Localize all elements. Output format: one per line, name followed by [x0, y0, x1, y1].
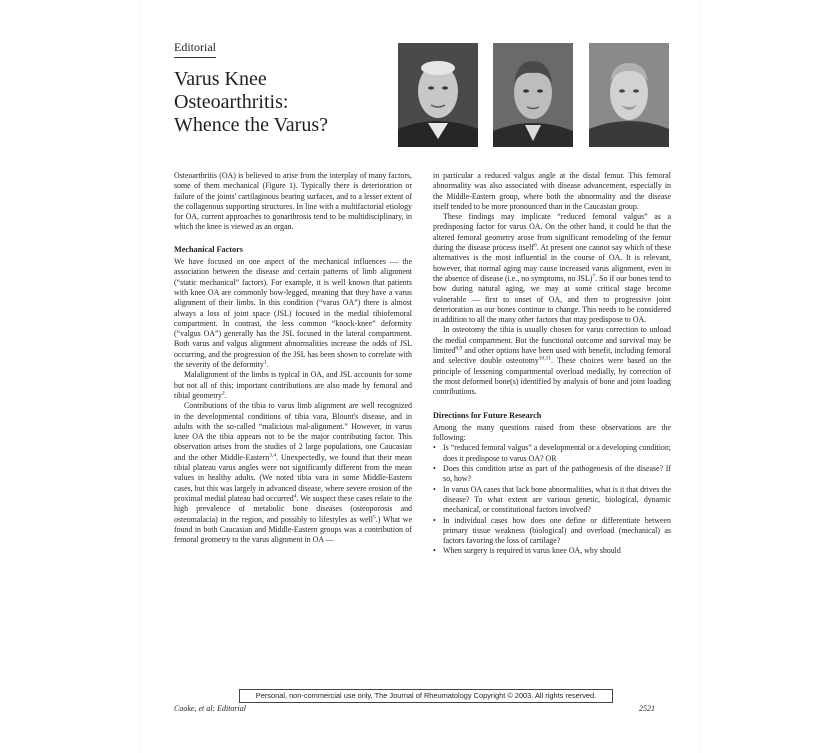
text-run: . We suspect these cases relate to the high prevalence of metabolic bone diseases (osteoporosis and osteomalacia) in the region, and possibly to lifestyles as well — [174, 493, 413, 524]
citation: 4 — [293, 493, 297, 500]
section-label: Editorial — [174, 40, 216, 54]
heading-future-research: Directions for Future Research — [433, 410, 542, 420]
right-column — [433, 171, 671, 557]
list-item: • Is “reduced femoral valgus” a developmental or a developing condition; does it predispose to varus OA? OR — [433, 443, 671, 464]
text-run: . Unexpectedly, we found that their mean tibial plateau varus angles were not significantly different from the mean values in healthy adults. (We noted tibia vara in some Middle-Eastern cases, but this was largely in advanced disease, where severe erosion of the proximal medial plateau had occurred — [174, 452, 413, 503]
list-item: • When surgery is required in varus knee OA, why should — [433, 546, 671, 556]
paragraph-findings — [433, 212, 671, 325]
author-photo-1 — [398, 43, 478, 147]
citation: 6 — [533, 242, 537, 249]
text-run: and other options have been used with benefit, including femoral and selective double osteotomy — [433, 346, 671, 366]
citation: 3,4 — [269, 452, 277, 459]
paragraph-mechanical-1: We have focused on one aspect of the mechanical influences — the association between the disease and certain patterns of limb alignment (“static mechanical” factors). For example, it is well known that patients with knee OA are commonly bow-legged, meaning that they have a varus alignment of their limbs. In this condition (“varus OA”) there is almost always a loss of joint space (JSL) focused in the medial tibiofemoral compartment. In contrast, the less common “knock-knee” deformity (“valgus OA”) generally has the JSL focused in the lateral compartment. Both varus and valgus alignment abnormalities increase the odds of JSL occurring, and the progression of the JSL has been shown to correlate with the severity of the deformity$^1$. — [174, 257, 412, 370]
title-line-1: Varus Knee — [174, 68, 267, 90]
paragraph-osteotomy — [433, 325, 671, 397]
paragraph-mechanical-2: Malalignment of the limbs is typical in OA, and JSL accounts for some but not all of this; important contributions are also made by femoral and tibial geometry$^2$. — [174, 370, 412, 400]
copyright-notice: Personal, non-commercial use only. The Journal of Rheumatology Copyright © 2003. All rights reserved. — [239, 689, 613, 703]
paragraph-femoral: in particular a reduced valgus angle at the distal femur. This femoral abnormality was also associated with disease advancement, especially in the Middle-Eastern group, where both the abnormality and the disease itself tended to be more pronounced than in the Caucasian group. — [433, 171, 671, 211]
author-photo-3 — [589, 43, 669, 147]
author-photo-2 — [493, 43, 573, 147]
text-run: .) What we found in both Caucasian and Middle-Eastern groups was a contribution of femoral geometry to the varus alignment in OA — — [174, 514, 412, 545]
citation: 5 — [372, 513, 376, 520]
page-number: 2521 — [639, 704, 655, 713]
citation: 8,9 — [455, 345, 463, 352]
portrait-3-graphic — [589, 43, 669, 147]
text-run: In osteotomy the tibia is usually chosen for varus correction to unload the medial compartment. But the functional outcome and survival may be limited — [433, 325, 671, 356]
paragraph-mechanical-3 — [174, 401, 412, 545]
title-line-3: Whence the Varus? — [174, 114, 329, 136]
text-run: We have focused on one aspect of the mechanical influences — the association between the disease and certain patterns of limb alignment (“static mechanical” factors). For example, it is well known that patients with knee OA are commonly bow-legged, meaning that they have a varus alignment of their limbs. In this condition (“varus OA”) there is almost always a loss of joint space (JSL) focused in the medial tibiofemoral compartment. In contrast, the less common “knock-knee” deformity (“valgus OA”) generally has the JSL focused in the lateral compartment. Both varus and valgus alignment abnormalities increase the odds of JSL occurring, and the progression of the JSL has been shown to correlate with the severity of the deformity — [174, 257, 412, 370]
text-run: Contributions of the tibia to varus limb alignment are well recognized in the developmental conditions of tibia vara, Blount's disease, and in adults with the so-called “malicious mal-alignment.” However, in varus knee OA the tibia appears not to be the major contributing factor. This observation arises from the studies of 2 large populations, one Caucasian and the other Middle-Eastern — [174, 401, 412, 462]
list-item: • Does this condition arise as part of the pathogenesis of the disease? If so, how? — [433, 464, 671, 485]
journal-page — [140, 0, 700, 753]
portrait-2-graphic — [493, 43, 573, 147]
citation: 7 — [592, 273, 596, 280]
list-item: • In individual cases how does one define or differentiate between primary tissue weakness (biological) and overload (mechanical) as factors favoring the loss of cartilage? — [433, 516, 671, 547]
intro-paragraph: Osteoarthritis (OA) is believed to arise from the interplay of many factors, some of them mechanical (Figure 1). Typically there is deterioration or failure of the joints' cartilaginous bearing surfaces, and to a lesser extent of the collagenous supporting structures. In line with a multifactorial etiology for OA, current approaches to gonarthrosis tend to be multidisciplinary, in which the knee is viewed as an organ. — [174, 171, 412, 232]
citation: 2 — [222, 390, 225, 397]
portrait-1-graphic — [398, 43, 478, 147]
question-list — [433, 443, 671, 556]
text-run: . These choices were based on the principle of lessening compartmental overload medially, by correction of the most deformed bone(s) identified by analysis of bone and joint loading contributions. — [433, 356, 672, 397]
article-title — [174, 68, 328, 137]
text-run: Malalignment of the limbs is typical in OA, and JSL accounts for some but not all of this; important contributions are also made by femoral and tibial geometry — [174, 370, 412, 400]
title-line-2: Osteoarthritis: — [174, 91, 289, 113]
heading-mechanical-factors: Mechanical Factors — [174, 244, 243, 254]
left-column — [174, 171, 412, 545]
citation: 10,11 — [538, 355, 551, 362]
paragraph-questions-intro: Among the many questions raised from these observations are the following: — [433, 422, 671, 443]
running-footer: Cooke, et al: Editorial — [174, 704, 246, 713]
citation: 1 — [263, 359, 267, 366]
list-item: • In varus OA cases that lack bone abnormalities, what is it that drives the disease? To what extent are various genetic, biological, dynamic mechanical, or constitutional factors involved? — [433, 485, 671, 516]
section-rule — [174, 57, 216, 58]
text-run: These findings may implicate “reduced femoral valgus” as a predisposing factor for varus OA. On the other hand, it could be that the altered femoral geometry arose from significant remodeling of the femur during the disease process itself — [433, 212, 671, 253]
text-run: . At present one cannot say which of these alternatives is the most influential in the course of OA. It is relevant, however, that normal aging may cause increased varus alignment, even in the absence of disease (i.e., no symptoms, no JSL) — [433, 243, 671, 283]
text-run: . So if our bones tend to bow during natural aging, we may at some critical stage become vulnerable — first to onset of OA, and then to progressive joint deterioration as our bones continue to change. This needs to be considered in addition to all the many other factors that may predispose to OA. — [433, 273, 671, 325]
